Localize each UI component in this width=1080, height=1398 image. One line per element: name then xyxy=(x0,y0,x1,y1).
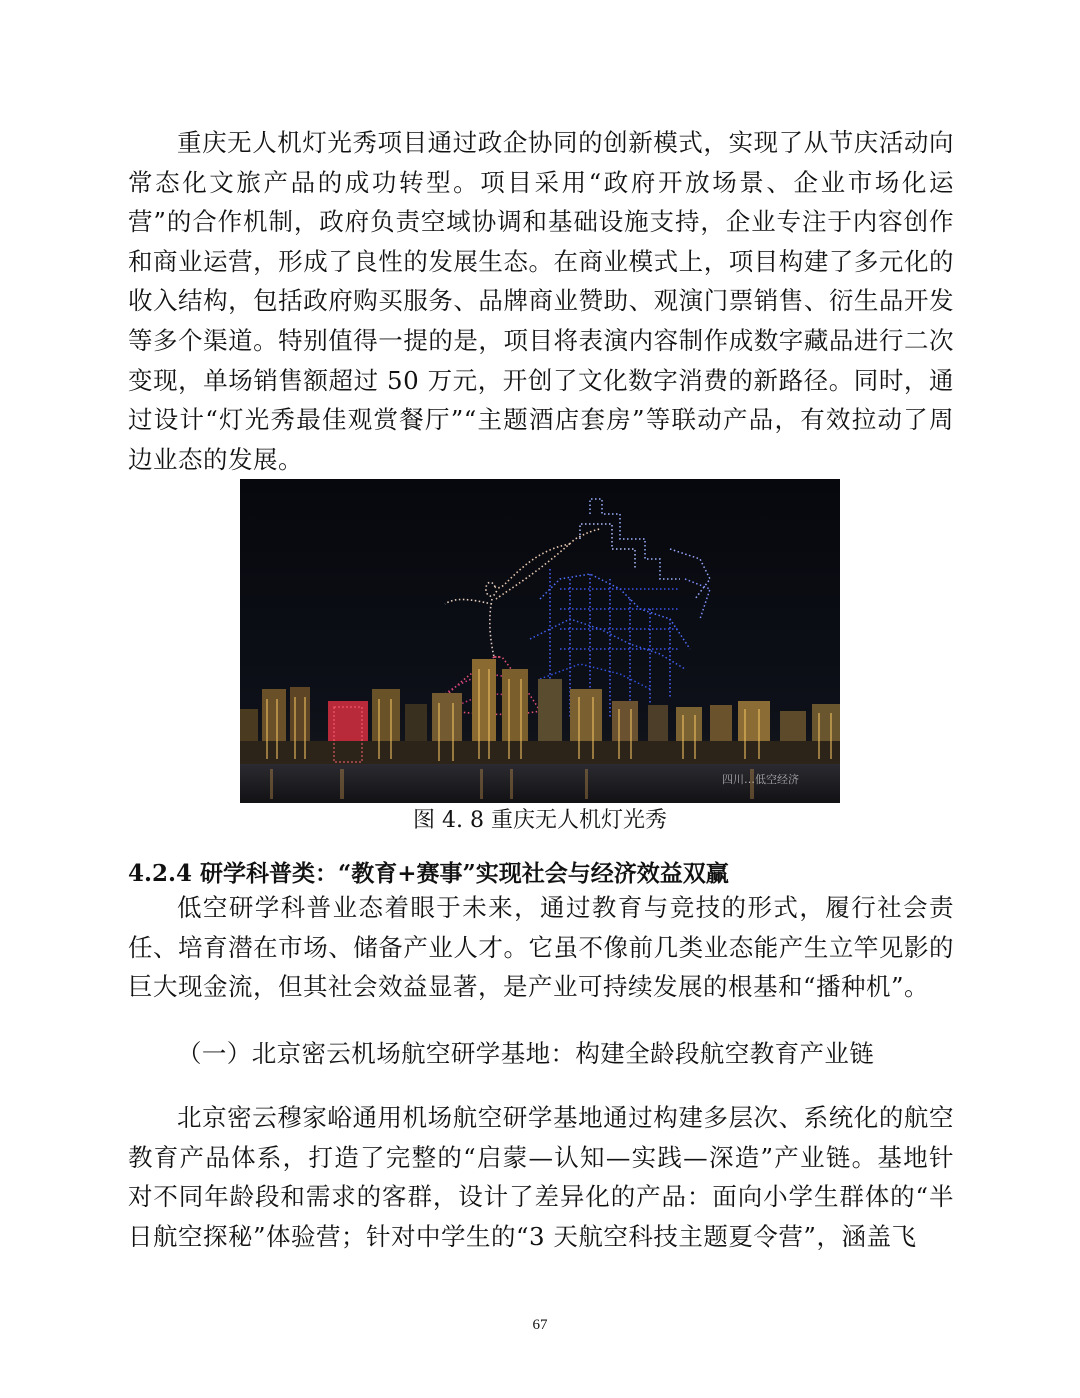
paragraph-chongqing-drone-show: 重庆无人机灯光秀项目通过政企协同的创新模式，实现了从节庆活动向常态化文旅产品的成功转型。项目采用“政府开放场景、企业市场化运营”的合作机制，政府负责空域协调和基础设施支持，企业专注于内容创作和商业运营，形成了良性的发展生态。在商业模式上，项目构建了多元化的收入结构，包括政府购买服务、品牌商业赞助、观演门票销售、衍生品开发等多个渠道。特别值得一提的是，项目将表演内容制作成数字藏品进行二次变现，单场销售额超过 50 万元，开创了文化数字消费的新路径。同时，通过设计“灯光秀最佳观赏餐厅”“主题酒店套房”等联动产品，有效拉动了周边业态的发展。 xyxy=(128,128,954,474)
section-heading: 4.2.4 研学科普类：“教育+赛事”实现社会与经济效益双赢 xyxy=(128,860,729,887)
subheading-miyun-airport: （一）北京密云机场航空研学基地：构建全龄段航空教育产业链 xyxy=(177,1039,875,1068)
photo-watermark: 四川…低空经济 xyxy=(722,773,799,786)
paragraph-miyun-base: 北京密云穆家峪通用机场航空研学基地通过构建多层次、系统化的航空教育产品体系，打造了完整的“启蒙—认知—实践—深造”产业链。基地针对不同年龄段和需求的客群，设计了差异化的产品：面向小学生群体的“半日航空探秘”体验营；针对中学生的“3 天航空科技主题夏令营”，涵盖飞 xyxy=(128,1103,954,1251)
paragraph-study-science: 低空研学科普业态着眼于未来，通过教育与竞技的形式，履行社会责任、培育潜在市场、储备产业人才。它虽不像前几类业态能产生立竿见影的巨大现金流，但其社会效益显著，是产业可持续发展的根基和“播种机”。 xyxy=(128,893,954,1002)
figure-caption: 图 4. 8 重庆无人机灯光秀 xyxy=(413,808,667,833)
page-number: 67 xyxy=(532,1317,548,1333)
drone-show-photo xyxy=(240,479,840,803)
